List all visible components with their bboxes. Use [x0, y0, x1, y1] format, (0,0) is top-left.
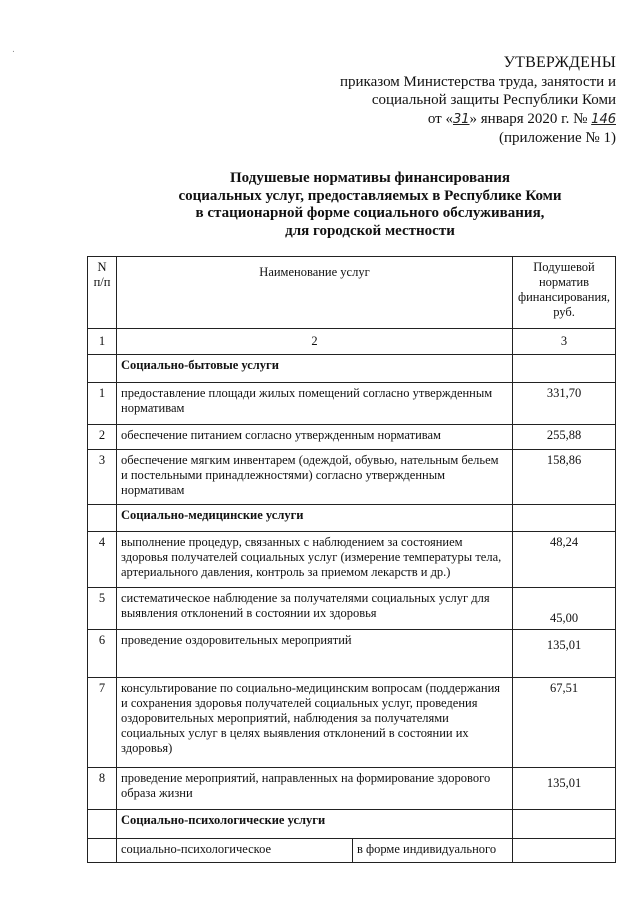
header-num-line1: N: [97, 260, 107, 274]
handwritten-number: 146: [591, 111, 616, 127]
document-title: [0, 170, 640, 240]
row-num: 7: [88, 678, 117, 768]
row-name: проведение мероприятий, направленных на формирование здорового образа жизни: [117, 768, 513, 810]
row-name: проведение оздоровительных мероприятий: [117, 630, 513, 678]
approval-annex: (приложение № 1): [498, 130, 616, 146]
row-value: 255,88: [513, 425, 616, 450]
date-middle: » января 2020 г. №: [469, 110, 588, 127]
approval-block: [340, 54, 616, 148]
header-name: Наименование услуг: [117, 257, 513, 329]
title-line-1: Подушевые нормативы финансирования: [230, 170, 510, 186]
row-value: 135,01: [513, 768, 616, 810]
table-row: [88, 768, 616, 810]
row-value: 331,70: [513, 383, 616, 425]
row-num: 6: [88, 630, 117, 678]
row-value: 135,01: [513, 630, 616, 678]
colnum-2: 2: [117, 329, 513, 355]
table-row: [88, 588, 616, 630]
row-value: 158,86: [513, 450, 616, 505]
date-prefix: от «: [427, 110, 453, 127]
table-row: [88, 630, 616, 678]
row-name-part1: социально-психологическое: [117, 839, 353, 863]
row-num: 3: [88, 450, 117, 505]
section-title: Социально-бытовые услуги: [117, 355, 513, 383]
row-name: консультирование по социально-медицинским вопросам (поддержания и сохранения здоровья получателей социальных услуг, проведения оздоровительных мероприятий, наблюдения за получателями социальных услуг в целях выявления отклонений в состоянии их здоровья): [117, 678, 513, 768]
row-name: выполнение процедур, связанных с наблюдением за состоянием здоровья получателей социальных услуг (измерение температуры тела, артериального давления, контроль за приемом лекарств и др.): [117, 532, 513, 588]
margin-mark: .: [12, 45, 15, 55]
header-num-line2: п/п: [93, 275, 111, 289]
row-num: 5: [88, 588, 117, 630]
row-value: 67,51: [513, 678, 616, 768]
table-row: [88, 425, 616, 450]
table-row: [88, 450, 616, 505]
approval-date-line: [340, 110, 616, 130]
table-header-row: [88, 257, 616, 329]
row-num: 8: [88, 768, 117, 810]
row-name: предоставление площади жилых помещений согласно утвержденным нормативам: [117, 383, 513, 425]
row-value: 45,00: [513, 588, 616, 630]
table-row: [88, 839, 616, 863]
row-name-part2: в форме индивидуального: [353, 839, 513, 863]
approval-line-1: приказом Министерства труда, занятости и: [339, 73, 616, 90]
header-num: [88, 257, 117, 329]
section-title: Социально-медицинские услуги: [117, 505, 513, 532]
section-row: [88, 355, 616, 383]
row-name: систематическое наблюдение за получателями социальных услуг для выявления отклонений в состоянии их здоровья: [117, 588, 513, 630]
table-row: [88, 532, 616, 588]
title-line-3: в стационарной форме социального обслуживания,: [195, 205, 545, 221]
column-numbers-row: [88, 329, 616, 355]
header-norm: Подушевой норматив финансирования, руб.: [513, 257, 616, 329]
section-title: Социально-психологические услуги: [117, 810, 513, 839]
title-line-4: для городской местности: [285, 222, 455, 239]
row-name: обеспечение мягким инвентарем (одеждой, обувью, нательным бельем и постельными принадлежностями) согласно утвержденным нормативам: [117, 450, 513, 505]
colnum-3: 3: [513, 329, 616, 355]
table-row: [88, 678, 616, 768]
section-row: [88, 810, 616, 839]
approval-line-2: социальной защиты Республики Коми: [371, 92, 616, 108]
row-num: 2: [88, 425, 117, 450]
table-row: [88, 383, 616, 425]
row-value: 48,24: [513, 532, 616, 588]
section-row: [88, 505, 616, 532]
row-num: 4: [88, 532, 117, 588]
title-line-2: социальных услуг, предоставляемых в Республике Коми: [178, 187, 562, 204]
handwritten-day: 31: [452, 111, 470, 127]
services-table: [87, 256, 616, 863]
row-name: обеспечение питанием согласно утвержденным нормативам: [117, 425, 513, 450]
row-num: 1: [88, 383, 117, 425]
colnum-1: 1: [88, 329, 117, 355]
approval-heading: УТВЕРЖДЕНЫ: [503, 54, 616, 71]
